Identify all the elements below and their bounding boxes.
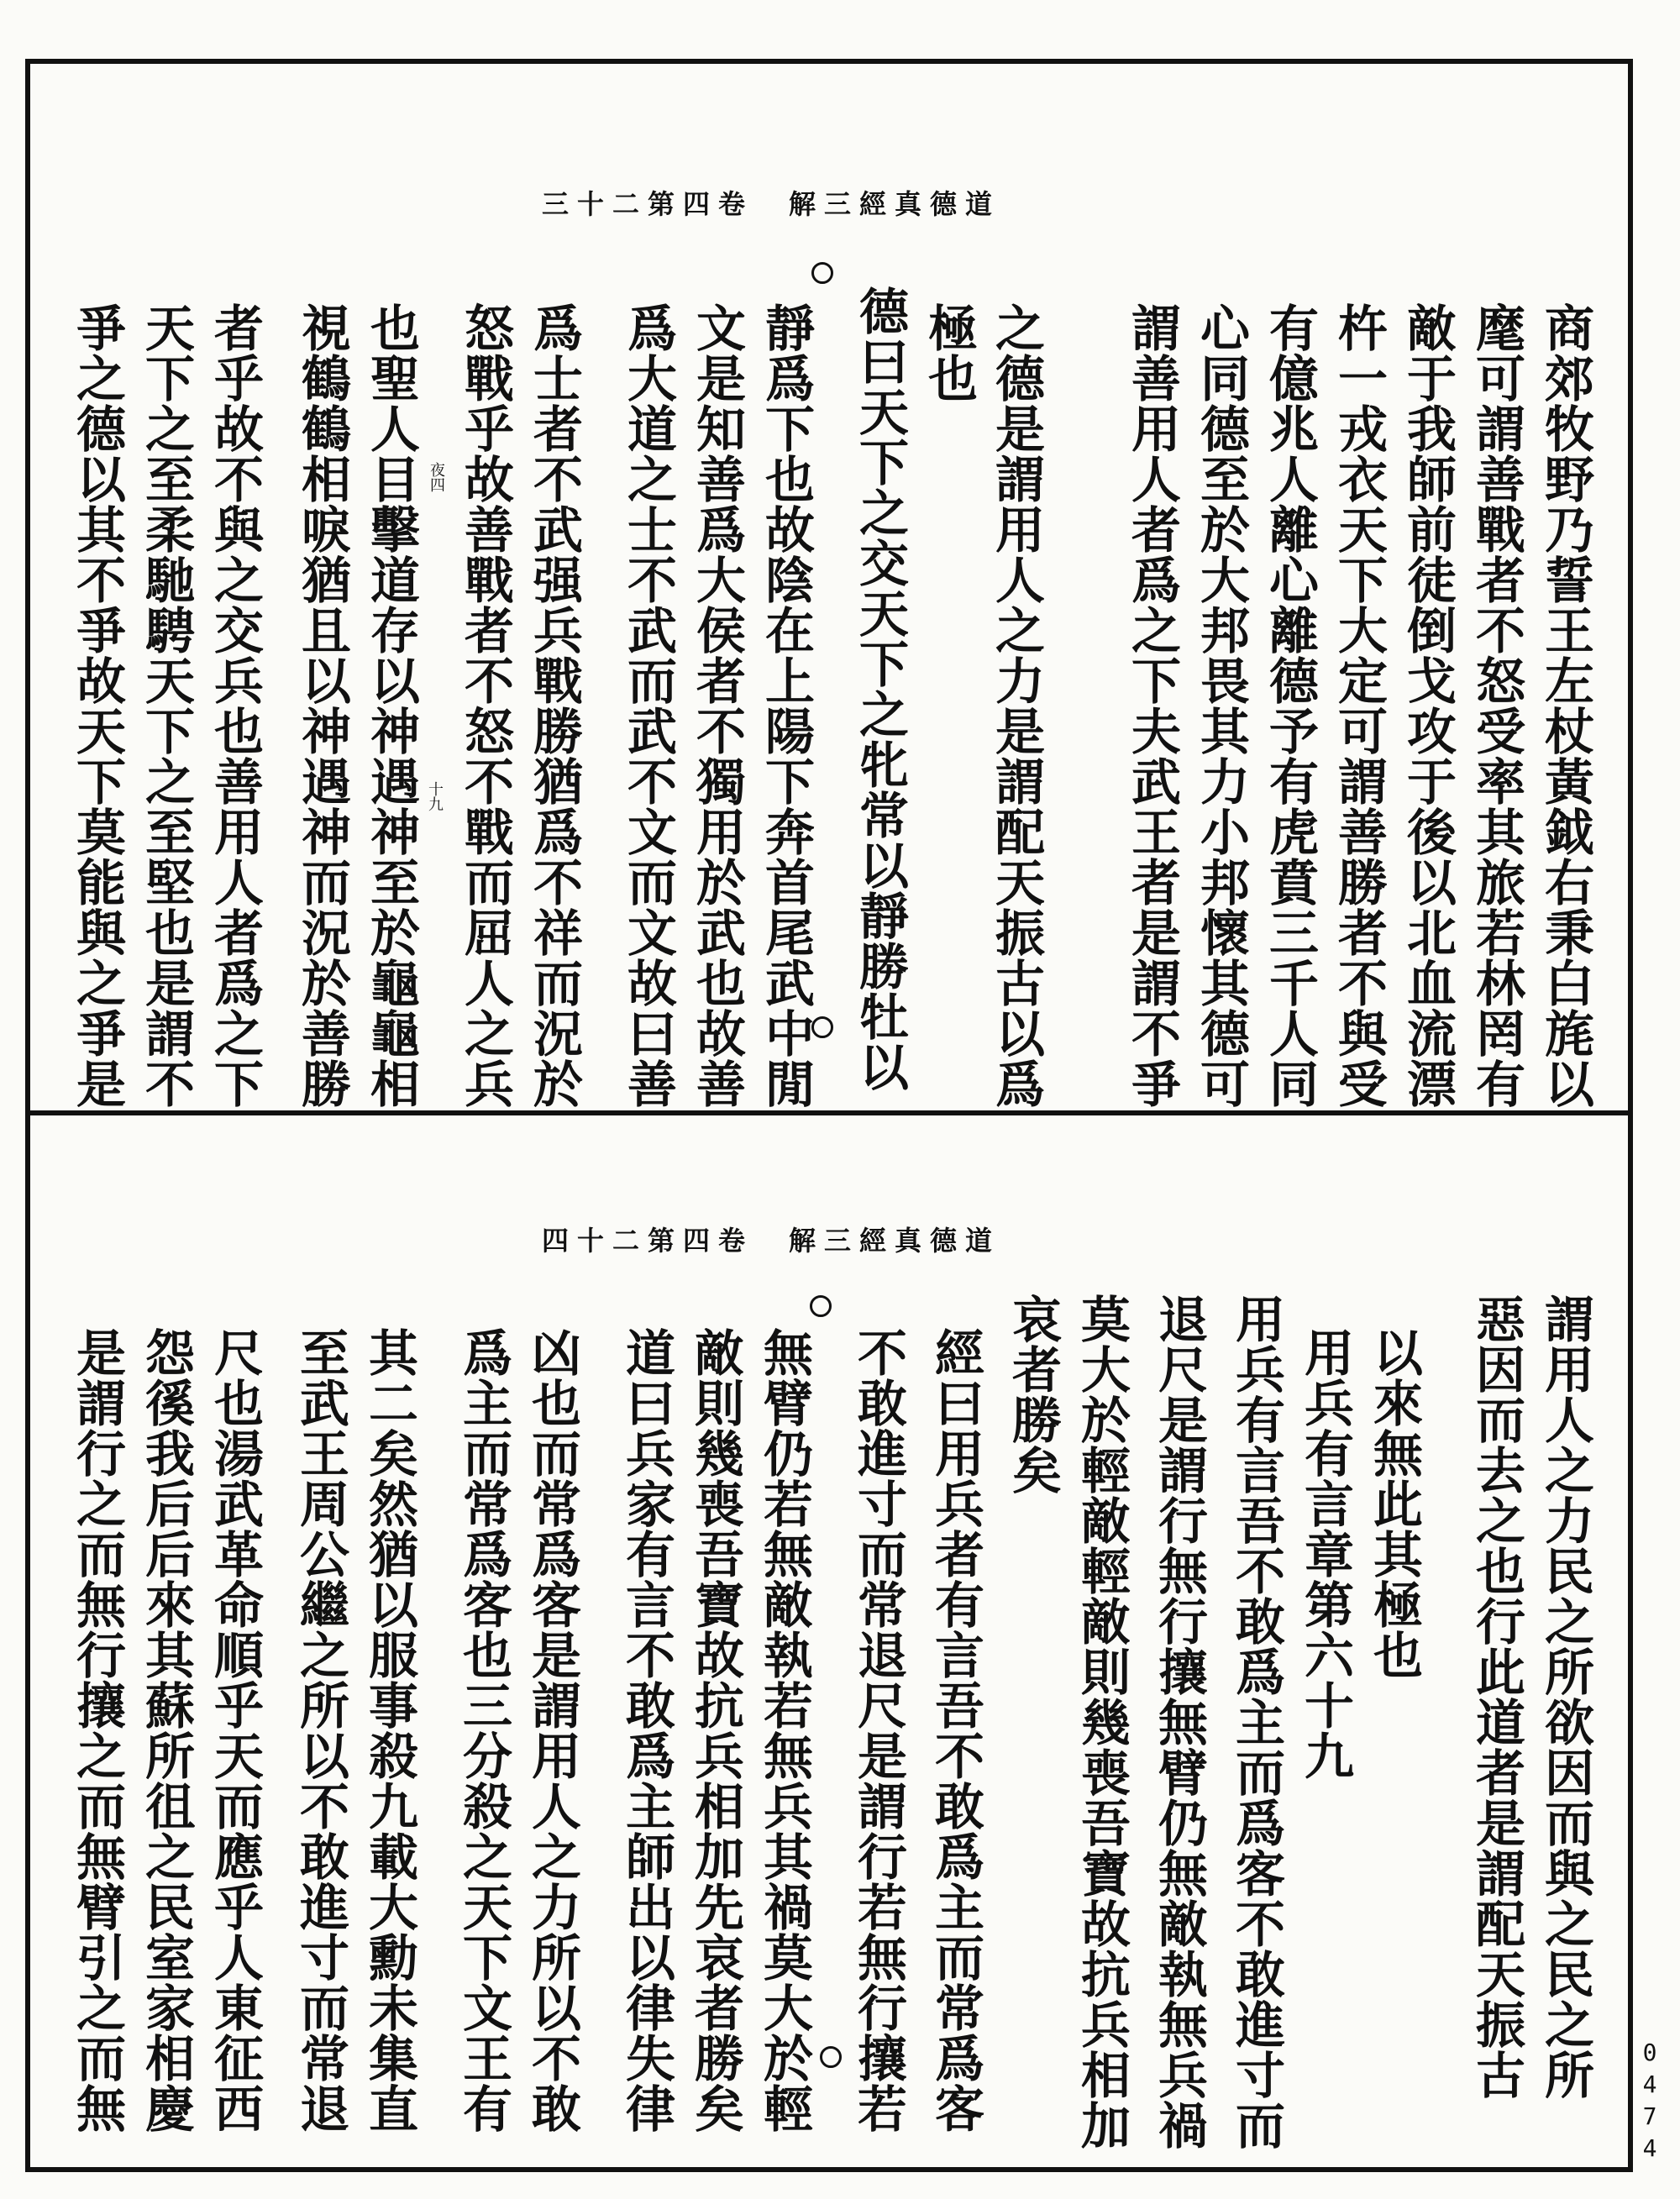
text-column: 靜爲下也故陰在上陽下奔首尾武中閒 [757, 302, 815, 1109]
text-column: 敵則幾喪吾寶故抗兵相加先哀者勝矣 [686, 1327, 744, 2133]
text-column: 退尺是謂行無行攘無臂仍無敵執無兵禍 [1150, 1294, 1208, 2150]
text-column: 凶也而常爲客是謂用人之力所以不敢 [523, 1327, 581, 2133]
margin-note: 十九 [426, 781, 444, 811]
margin-note: 夜四 [428, 462, 445, 492]
text-column: 爲大道之士不武而武不文而文故曰善 [619, 302, 677, 1109]
circle-mark [820, 2046, 842, 2068]
running-head-top: 三十二第四卷 解三經真德道 [542, 188, 1001, 220]
text-column: 用兵有言章第六十九 [1296, 1327, 1354, 1781]
text-column: 用兵有言吾不敢爲主而爲客不敢進寸而 [1227, 1294, 1285, 2150]
text-column: 有億兆人離心離德予有虎賁三千人同 [1261, 302, 1319, 1109]
circle-mark [811, 262, 833, 284]
text-column: 極也 [920, 302, 978, 403]
text-column: 商郊牧野乃誓王左杖黃鉞右秉白旄以 [1536, 302, 1594, 1109]
page-number [1638, 2037, 1662, 2165]
text-column: 之德是謂用人之力是謂配天振古以爲 [987, 302, 1045, 1109]
text-column: 德曰天下之交天下之牝常以靜勝牡以 [851, 286, 909, 1092]
text-column: 文是知善爲大侯者不獨用於武也故善 [688, 302, 746, 1109]
page-number-digit: 4 [1642, 2134, 1657, 2162]
text-column: 是謂行之而無行攘之而無臂引之而無 [68, 1327, 126, 2133]
page-number-digit: 4 [1642, 2070, 1657, 2098]
text-column: 麾可謂善戰者不怒受率其旅若林罔有 [1467, 302, 1525, 1109]
text-column: 視鶴鶴相唳猶且以神遇神而況於善勝 [293, 302, 351, 1109]
text-column: 經曰用兵者有言吾不敢爲主而常爲客 [927, 1327, 984, 2133]
text-column: 尺也湯武革命順乎天而應乎人東征西 [206, 1327, 264, 2133]
text-column: 道曰兵家有言不敢爲主師出以律失律 [617, 1327, 675, 2133]
text-column: 怨徯我后后來其蘇所徂之民室家相慶 [137, 1327, 195, 2133]
text-column: 天下之至柔馳騁天下之至堅也是謂不 [137, 302, 195, 1109]
text-column: 怒戰乎故善戰者不怒不戰而屈人之兵 [456, 302, 514, 1109]
text-column: 莫大於輕敵輕敵則幾喪吾寶故抗兵相加 [1073, 1294, 1131, 2150]
running-head-bottom: 四十二第四卷 解三經真德道 [542, 1225, 1001, 1257]
text-column: 哀者勝矣 [1004, 1294, 1062, 1495]
text-column: 敵于我師前徒倒戈攻于後以北血流漂 [1399, 302, 1457, 1109]
text-column: 其二矣然猶以服事殺九載大勳未集直 [360, 1327, 418, 2133]
text-column: 以來無此其極也 [1365, 1327, 1423, 1680]
text-column: 謂用人之力民之所欲因而與之民之所 [1536, 1294, 1594, 2100]
text-column: 爲主而常爲客也三分殺之天下文王有 [454, 1327, 512, 2133]
text-column: 爭之德以其不爭故天下莫能與之爭是 [68, 302, 126, 1109]
text-column: 惡因而去之也行此道者是謂配天振古 [1467, 1294, 1525, 2100]
text-column: 謂善用人者爲之下夫武王者是謂不爭 [1123, 302, 1181, 1109]
text-column: 無臂仍若無敵執若無兵其禍莫大於輕 [755, 1327, 813, 2133]
text-column: 杵一戎衣天下大定可謂善勝者不與受 [1330, 302, 1388, 1109]
page-frame [25, 59, 1633, 2172]
text-column: 爲士者不武强兵戰勝猶爲不祥而況於 [525, 302, 583, 1109]
page-number-digit: 0 [1642, 2039, 1657, 2066]
text-column: 不敢進寸而常退尺是謂行若無行攘若 [849, 1327, 907, 2133]
page-number-digit: 7 [1642, 2102, 1657, 2130]
text-column: 至武王周公繼之所以不敢進寸而常退 [291, 1327, 349, 2133]
text-column: 心同德至於大邦畏其力小邦懷其德可 [1192, 302, 1250, 1109]
circle-mark [810, 1295, 832, 1317]
half-divider [25, 1110, 1633, 1115]
text-column: 也聖人目擊道存以神遇神至於龜龜相 [362, 302, 420, 1109]
text-column: 者乎故不與之交兵也善用人者爲之下 [206, 302, 264, 1109]
circle-mark [811, 1016, 833, 1038]
